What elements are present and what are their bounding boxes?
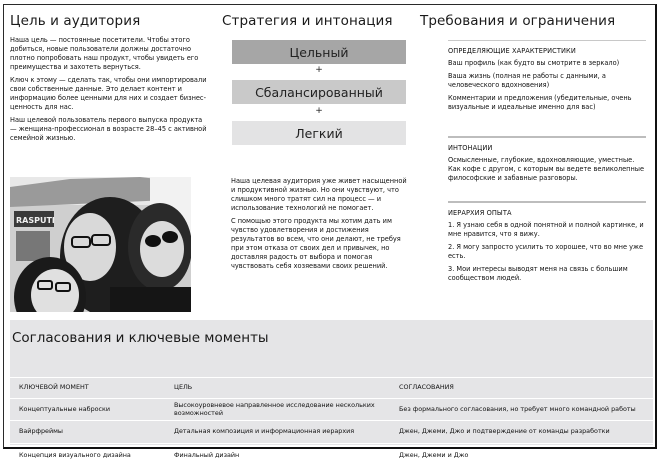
divider [448, 136, 646, 138]
tone-box-light: Легкий [232, 121, 406, 145]
plus-sign: + [315, 106, 323, 116]
column-header-goal: ЦЕЛЬ [174, 383, 193, 392]
table-header-row [10, 377, 653, 398]
approvals-title: Согласования и ключевые моменты [12, 330, 269, 346]
plus-sign: + [315, 65, 323, 75]
goal-cell: Финальный дизайн [174, 451, 240, 460]
paragraph: Ключ к этому — сделать так, чтобы они импортировали свои собственные данные. Это делает контент и информацию более ценными для них и создает бизнес-ценность для нас. [10, 76, 207, 111]
section-item: 1. Я узнаю себя в одной понятной и полной картинке, и мне нравится, что я вижу. [448, 221, 644, 238]
photo-sign: RASPUTI [16, 216, 55, 225]
section-heading: ИЕРАРХИЯ ОПЫТА [448, 209, 512, 217]
approvals-cell: Джен, Джеми и Джо [399, 451, 469, 460]
milestone-cell: Концептуальные наброски [19, 404, 111, 413]
defining-characteristics-section [448, 40, 646, 116]
paragraph: Наша целевая аудитория уже живет насыщенной и продуктивной жизнью. Но они чувствуют, что слишком много тратят сил на процесс — и использование технологий не помогает. [231, 177, 407, 212]
approvals-cell: Джен, Джеми, Джо и подтверждение от команды разработки [399, 427, 610, 436]
milestone-cell: Вайрфреймы [19, 427, 63, 436]
goal-cell: Высокоуровневое направленное исследование нескольких возможностей [174, 401, 375, 417]
paragraph: Наша цель — постоянные посетители. Чтобы этого добиться, новые пользователи должны достаточно плотно попробовать наш продукт, чтобы увидеть его преимущества и захотеть вернуться. [10, 36, 199, 71]
table-row [10, 398, 653, 420]
section-item: 3. Мои интересы выводят меня на связь с большим сообществом людей. [448, 265, 628, 282]
goal-cell: Детальная композиция и информационная иерархия [174, 427, 355, 436]
strategy-text [231, 177, 411, 275]
tone-box-balanced: Сбалансированный [232, 80, 406, 104]
section-item: Ваш профиль (как будто вы смотрите в зеркало) [448, 59, 620, 67]
tone-box-solid: Цельный [232, 40, 406, 64]
experience-hierarchy-section [448, 201, 646, 287]
paragraph: Наш целевой пользователь первого выпуска продукта — женщина-профессионал в возрасте 28–45 с активной семейной жизнью. [10, 116, 207, 142]
goal-audience-text [10, 36, 208, 147]
approvals-cell: Без формального согласования, но требует много командной работы [399, 404, 636, 413]
section-heading: ИНТОНАЦИИ [448, 144, 493, 152]
section-heading: ОПРЕДЕЛЯЮЩИЕ ХАРАКТЕРИСТИКИ [448, 47, 576, 55]
table-row [10, 443, 653, 468]
milestone-cell: Концепция визуального дизайна [19, 451, 131, 460]
section-item: Ваша жизнь (полная не работы с данными, а человеческого вдохновения) [448, 72, 606, 89]
requirements-title: Требования и ограничения [420, 13, 616, 29]
audience-photo [10, 177, 191, 312]
divider [448, 40, 646, 41]
table-row [10, 420, 653, 443]
tones-section [448, 136, 646, 187]
paragraph: С помощью этого продукта мы хотим дать им чувство удовлетворения и достижения результатов во всем, что они делают, не требуя при этом отказа от своих дел и привычек, но доставляя радость от выбора и помогая чувствовать себя хозяевами своих решений. [231, 217, 401, 270]
strategy-tone-title: Стратегия и интонация [222, 13, 393, 29]
column-header-milestone: КЛЮЧЕВОЙ МОМЕНТ [19, 383, 89, 392]
column-header-approvals: СОГЛАСОВАНИЯ [399, 383, 454, 392]
goal-audience-title: Цель и аудитория [10, 13, 141, 29]
milestones-table [10, 377, 653, 468]
divider [448, 201, 646, 203]
section-item: Осмысленные, глубокие, вдохновляющие, уместные. Как кофе с другом, с которым вы ведете великолепные философские и забавные разговоры. [448, 156, 645, 182]
approvals-milestones-section [10, 320, 653, 460]
section-item: Комментарии и предложения (убедительные, очень визуальные и идеальные именно для вас) [448, 94, 632, 111]
section-item: 2. Я могу запросто усилить то хорошее, что во мне уже есть. [448, 243, 644, 260]
